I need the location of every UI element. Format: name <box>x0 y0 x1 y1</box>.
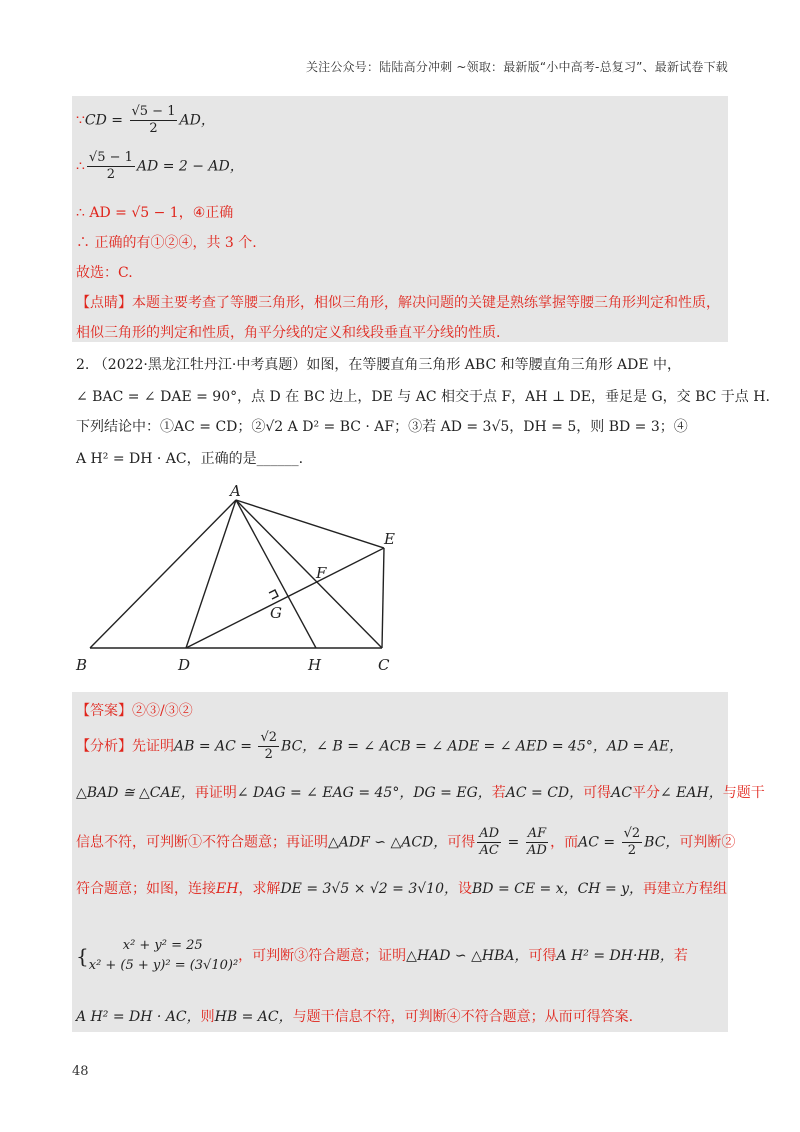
analysis-line-3: 信息不符，可判断①不符合题意；再证明△ADF ∽ △ACD，可得 $\frac{AD}{AC}$ = $\frac{AF}{AD}$ ，而AC = $\frac{√2}{2}$ BC，可判断② <box>76 826 736 858</box>
solution-line-3: ∴ AD = √5 − 1，④正确 <box>76 205 234 221</box>
label-H: H <box>308 656 322 674</box>
analysis-line-2: △BAD ≅ △CAE，再证明∠ DAG = ∠ EAG = 45°，DG = EG，若AC = CD，可得AC平分∠ EAH，与题干 <box>76 785 765 801</box>
problem-2-line-1: 2. （2022·黑龙江牡丹江·中考真题）如图，在等腰直角三角形 ABC 和等腰直角三角形 ADE 中， <box>76 357 682 373</box>
problem-2-line-3: 下列结论中：①AC = CD；②√2 A D² = BC · AF；③若 AD = 3√5，DH = 5，则 BD = 3；④ <box>76 419 688 435</box>
analysis-line-4: 符合题意；如图，连接EH，求解DE = 3√5 × √2 = 3√10，设BD = CE = x，CH = y，再建立方程组 <box>76 881 728 897</box>
label-B: B <box>76 656 88 674</box>
analysis-line-6: A H² = DH · AC，则HB = AC，与题干信息不符，可判断④不符合题意；从而可得答案. <box>76 1009 634 1025</box>
problem-2-line-4: A H² = DH · AC，正确的是______. <box>76 451 304 467</box>
label-F: F <box>316 564 327 582</box>
page-number: 48 <box>72 1064 89 1079</box>
segment-AC <box>236 500 382 648</box>
solution-line-1: ∵CD = $\frac{√5 - 1}{2}$ AD， <box>76 104 215 136</box>
segment-DE <box>186 548 384 648</box>
tip-line-1: 【点睛】本题主要考查了等腰三角形，相似三角形，解决问题的关键是熟练掌握等腰三角形判定和性质， <box>76 295 720 311</box>
label-C: C <box>378 656 390 674</box>
label-E: E <box>384 530 395 548</box>
solution-line-5: 故选：C. <box>76 265 133 281</box>
solution-line-4: ∴ 正确的有①②④，共 3 个. <box>76 235 257 251</box>
segment-AB <box>90 500 236 648</box>
segment-EC <box>382 548 384 648</box>
geometry-figure <box>72 480 432 680</box>
analysis-line-5: { x² + y² = 25 x² + (5 + y)² = (3√10)² ，可判断③符合题意；证明△HAD ∽ △HBA，可得A H² = DH·HB，若 <box>76 938 688 973</box>
tip-line-2: 相似三角形的判定和性质，角平分线的定义和线段垂直平分线的性质. <box>76 325 501 341</box>
label-D: D <box>178 656 191 674</box>
answer-line: 【答案】②③/③② <box>76 703 193 719</box>
label-A: A <box>230 482 241 500</box>
page-header: 关注公众号：陆陆高分冲刺 ~领取：最新版“小中高考-总复习”、最新试卷下载 <box>305 60 728 74</box>
problem-2-line-2: ∠ BAC = ∠ DAE = 90°，点 D 在 BC 边上，DE 与 AC 相交于点 F，AH ⊥ DE，垂足是 G，交 BC 于点 H. <box>76 389 770 405</box>
right-angle-mark <box>269 590 278 599</box>
solution-line-2: ∴ $\frac{√5 - 1}{2}$ AD = 2 − AD， <box>76 150 244 182</box>
analysis-line-1: 【分析】先证明AB = AC = $\frac{√2}{2}$ BC，∠ B = ∠ ACB = ∠ ADE = ∠ AED = 45°，AD = AE， <box>76 730 684 762</box>
label-G: G <box>270 604 282 622</box>
